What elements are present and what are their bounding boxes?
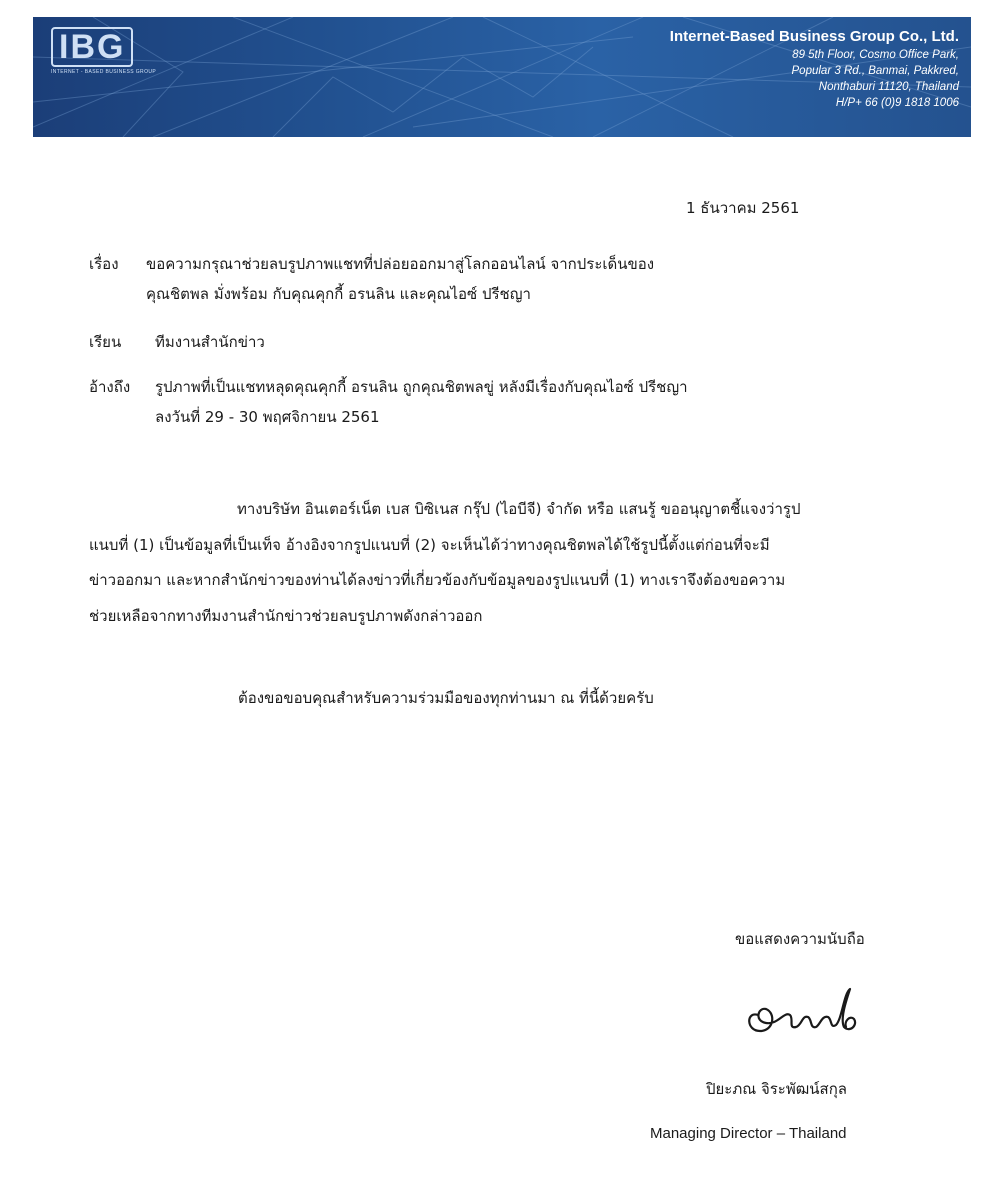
closing-line: ต้องขอขอบคุณสำหรับความร่วมมือของทุกท่านมา ณ ที่นี้ด้วยครับ [238, 689, 654, 707]
body-line: ทางบริษัท อินเตอร์เน็ต เบส บิซิเนส กรุ๊ป (ไอบีจี) จำกัด หรือ แสนรู้ ขออนุญาตชี้แจงว่ารูป [237, 500, 801, 518]
phone-line: H/P+ 66 (0)9 1818 1006 [835, 97, 959, 109]
signer-name: ปิยะภณ จิระพัฒน์สกุล [706, 1080, 847, 1098]
subject-line: ขอความกรุณาช่วยลบรูปภาพแชทที่ปล่อยออกมาสู่โลกออนไลน์ จากประเด็นของ [146, 255, 655, 273]
subject-block [89, 249, 654, 309]
address-line: Nonthaburi 11120, Thailand [818, 81, 959, 93]
subject-line: คุณชิตพล มั่งพร้อม กับคุณคุกกี้ อรนลิน และคุณไอซ์ ปรีชญา [146, 285, 531, 303]
company-info [670, 27, 959, 111]
reference-line: ลงวันที่ 29 - 30 พฤศจิกายน 2561 [155, 408, 380, 426]
logo-subtitle: INTERNET - BASED BUSINESS GROUP [51, 69, 157, 75]
body-paragraph [89, 492, 889, 634]
reference-label: อ้างถึง [89, 378, 131, 396]
signer-title: Managing Director – Thailand [650, 1125, 847, 1142]
address-line: 89 5th Floor, Cosmo Office Park, [792, 49, 959, 61]
company-logo [51, 27, 176, 79]
reference-block [89, 372, 688, 432]
reference-line: รูปภาพที่เป็นแชทหลุดคุณคุกกี้ อรนลิน ถูกคุณชิตพลขู่ หลังมีเรื่องกับคุณไอซ์ ปรีชญา [155, 378, 688, 396]
recipient-block [89, 327, 265, 357]
body-line: ข่าวออกมา และหากสำนักข่าวของท่านได้ลงข่าวที่เกี่ยวข้องกับข้อมูลของรูปแนบที่ (1) ทางเราจึงต้องขอความ [89, 571, 786, 589]
regards-text: ขอแสดงความนับถือ [735, 930, 865, 948]
letterhead-banner [33, 17, 971, 137]
body-line: แนบที่ (1) เป็นข้อมูลที่เป็นเท็จ อ้างอิงจากรูปแนบที่ (2) จะเห็นได้ว่าทางคุณชิตพลได้ใช้รูปนี้ตั้งแต่ก่อนที่จะมี [89, 535, 770, 554]
recipient-label: เรียน [89, 333, 122, 351]
recipient-value: ทีมงานสำนักข่าว [155, 333, 265, 351]
body-line: ช่วยเหลือจากทางทีมงานสำนักข่าวช่วยลบรูปภาพดังกล่าวออก [89, 606, 483, 625]
subject-text [146, 249, 654, 309]
recipient-text [155, 327, 265, 357]
subject-label: เรื่อง [89, 255, 119, 273]
logo-mark: IBG [51, 27, 133, 67]
address-line: Popular 3 Rd., Banmai, Pakkred, [791, 65, 959, 77]
reference-text [155, 372, 688, 432]
letter-date: 1 ธันวาคม 2561 [686, 199, 800, 217]
company-name: Internet-Based Business Group Co., Ltd. [669, 28, 959, 45]
signature-image [740, 985, 865, 1045]
